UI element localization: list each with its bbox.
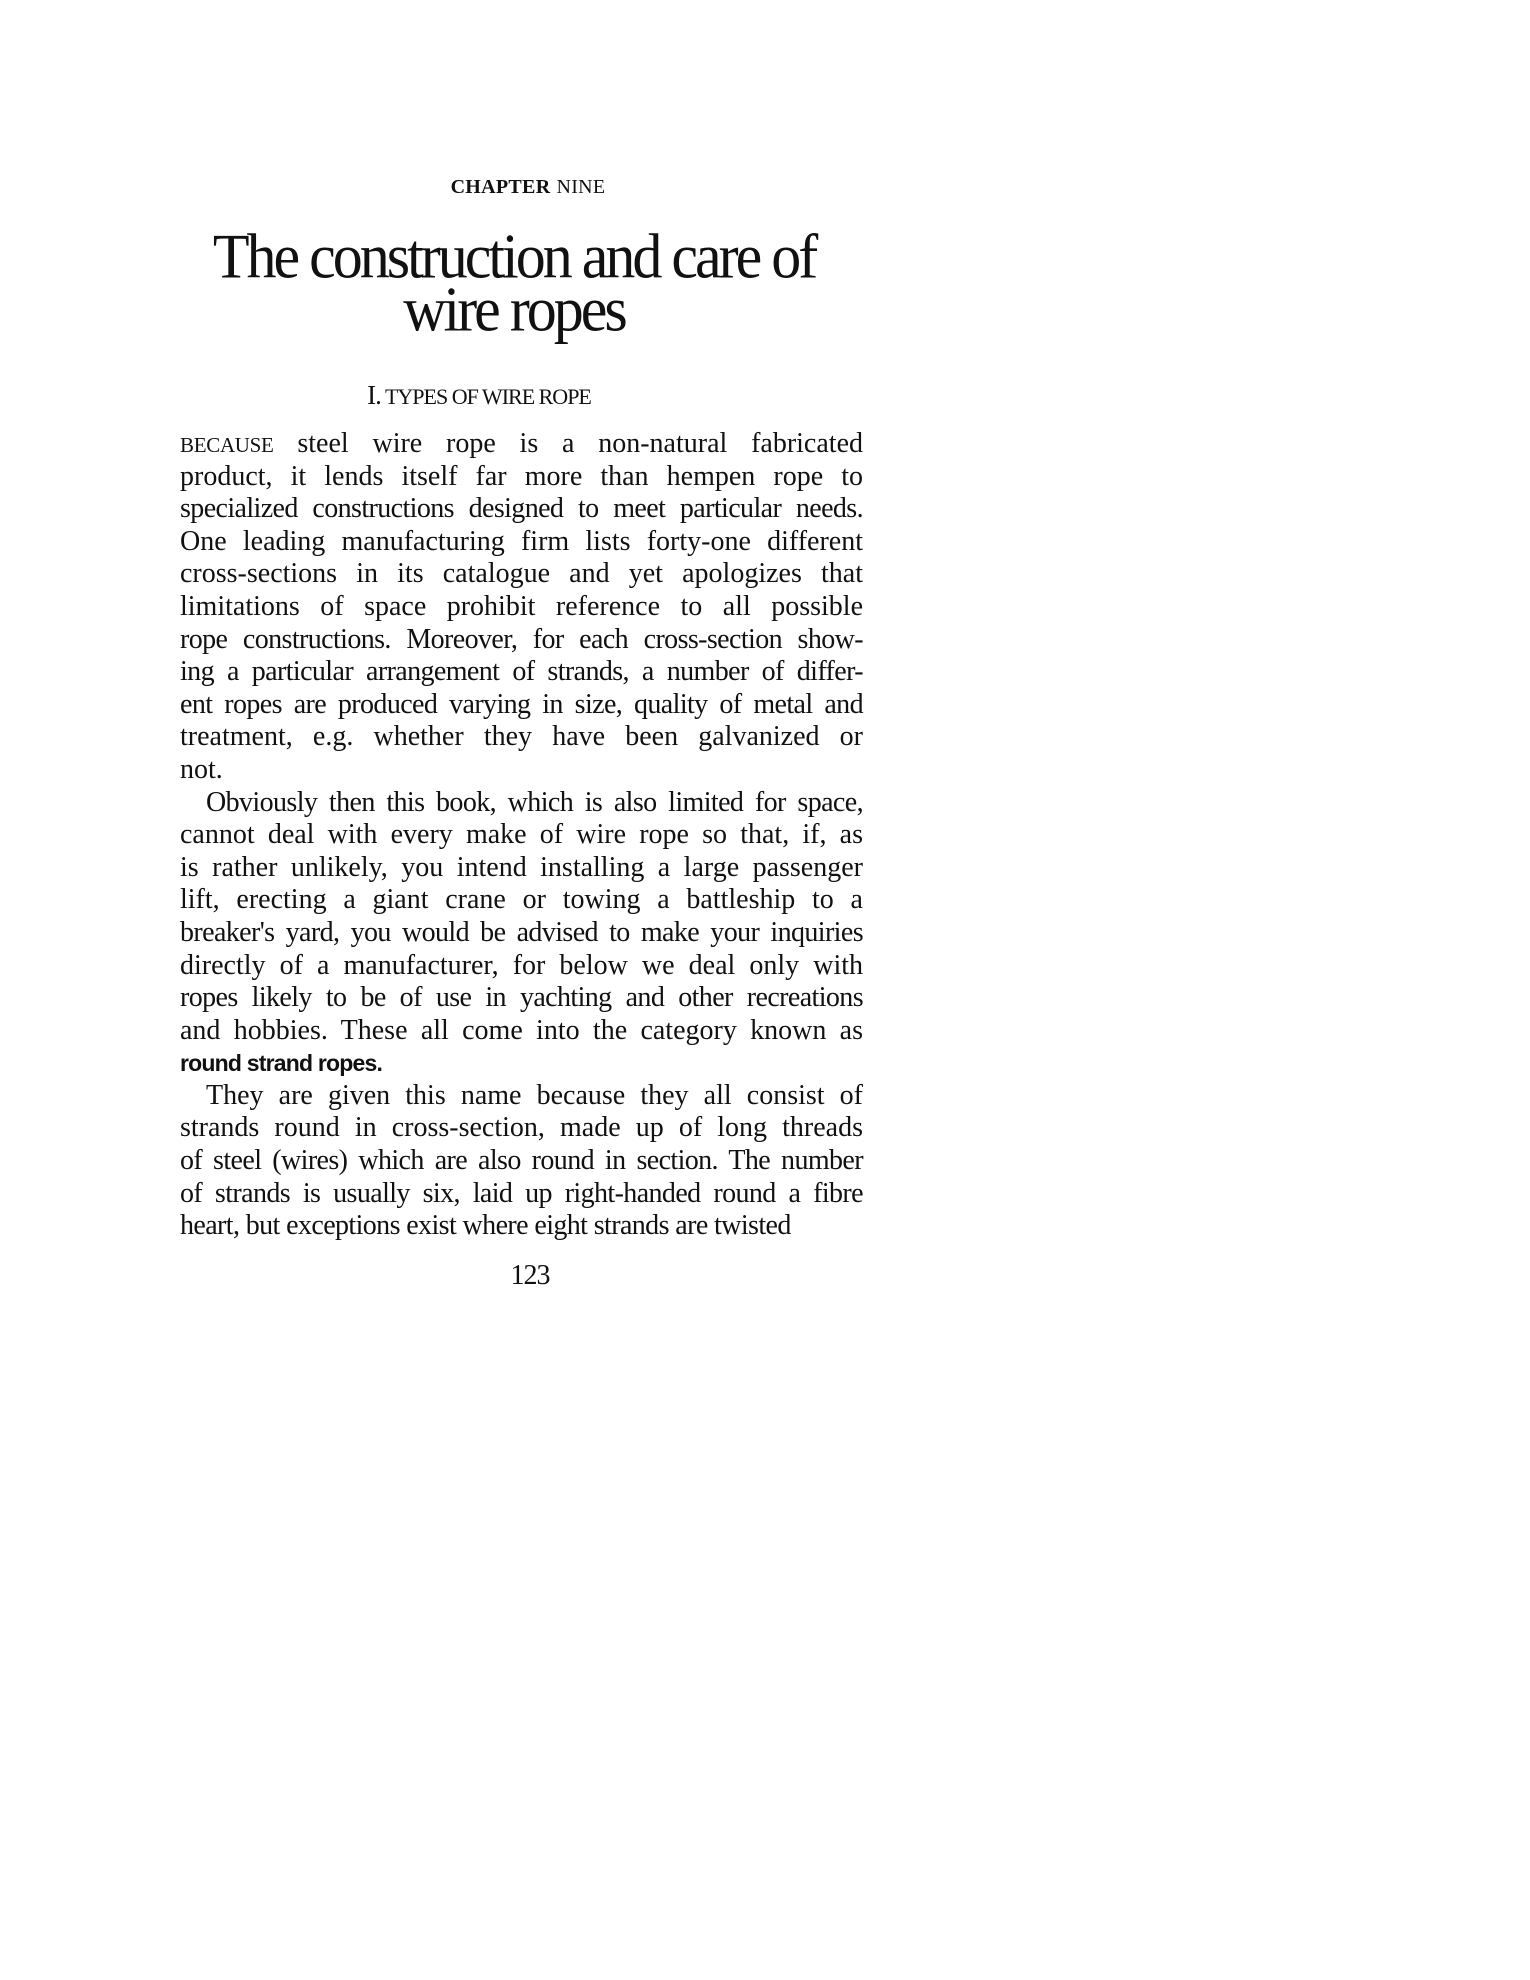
paragraph-1 [180, 428, 863, 787]
page-number: 123 [510, 1260, 550, 1291]
section-heading [0, 380, 958, 411]
chapter-word: CHAPTER [450, 176, 551, 198]
paragraph-2 [180, 787, 863, 1080]
chapter-title-line-2: wire ropes [403, 274, 625, 345]
text-line: of steel (wires) which are also round in section. The number [180, 1145, 863, 1177]
chapter-title-line-1: The construction and care of [212, 221, 816, 292]
text-line: lift, erecting a giant crane or towing a battleship to a [180, 884, 863, 916]
body-text [180, 428, 863, 1243]
text-line: limitations of space prohibit reference to all possible [180, 590, 863, 622]
section-number: I. [367, 380, 381, 410]
text-line: of strands is usually six, laid up right-handed round a fibre [180, 1177, 863, 1209]
text-line: treatment, e.g. whether they have been galvanized or [180, 721, 863, 753]
bold-term: round strand ropes. [180, 1050, 383, 1077]
chapter-label [0, 176, 1056, 199]
text-line: specialized constructions designed to meet particular needs. [180, 493, 863, 525]
text-line: breaker's yard, you would be advised to make your inquiries [180, 916, 863, 948]
text-line: rope constructions. Moreover, for each cross-section show- [180, 623, 863, 655]
text-line: is rather unlikely, you intend installing a large passenger [180, 851, 863, 883]
text-line: directly of a manufacturer, for below we deal only with [180, 949, 863, 981]
text-line: heart, but exceptions exist where eight strands are twisted [180, 1210, 791, 1242]
lead-in-smallcaps: BECAUSE [180, 433, 274, 457]
text-line: ent ropes are produced varying in size, quality of metal and [180, 688, 863, 720]
text-line: cross-sections in its catalogue and yet apologizes that [180, 558, 863, 590]
text-line: product, it lends itself far more than hempen rope to [180, 460, 863, 492]
text-line: not. [180, 753, 223, 785]
chapter-number: NINE [556, 176, 606, 198]
text-line: cannot deal with every make of wire rope so that, if, as [180, 819, 863, 851]
chapter-title [0, 221, 1028, 345]
section-heading-text: TYPES OF WIRE ROPE [384, 384, 591, 409]
paragraph-3 [180, 1080, 863, 1243]
text-line: Obviously then this book, which is also limited for space, [206, 786, 863, 818]
text-line: ing a particular arrangement of strands, a number of differ- [180, 656, 863, 688]
text-line: They are given this name because they all consist of [206, 1079, 863, 1111]
text-line: One leading manufacturing firm lists forty-one different [180, 525, 863, 557]
text-line: and hobbies. These all come into the category known as [180, 1014, 863, 1046]
text-line: strands round in cross-section, made up of long threads [180, 1112, 863, 1144]
text-line [180, 1047, 863, 1080]
text-line: BECAUSE steel wire rope is a non-natural fabricated [180, 428, 863, 459]
text-line: ropes likely to be of use in yachting and other recreations [180, 982, 863, 1014]
